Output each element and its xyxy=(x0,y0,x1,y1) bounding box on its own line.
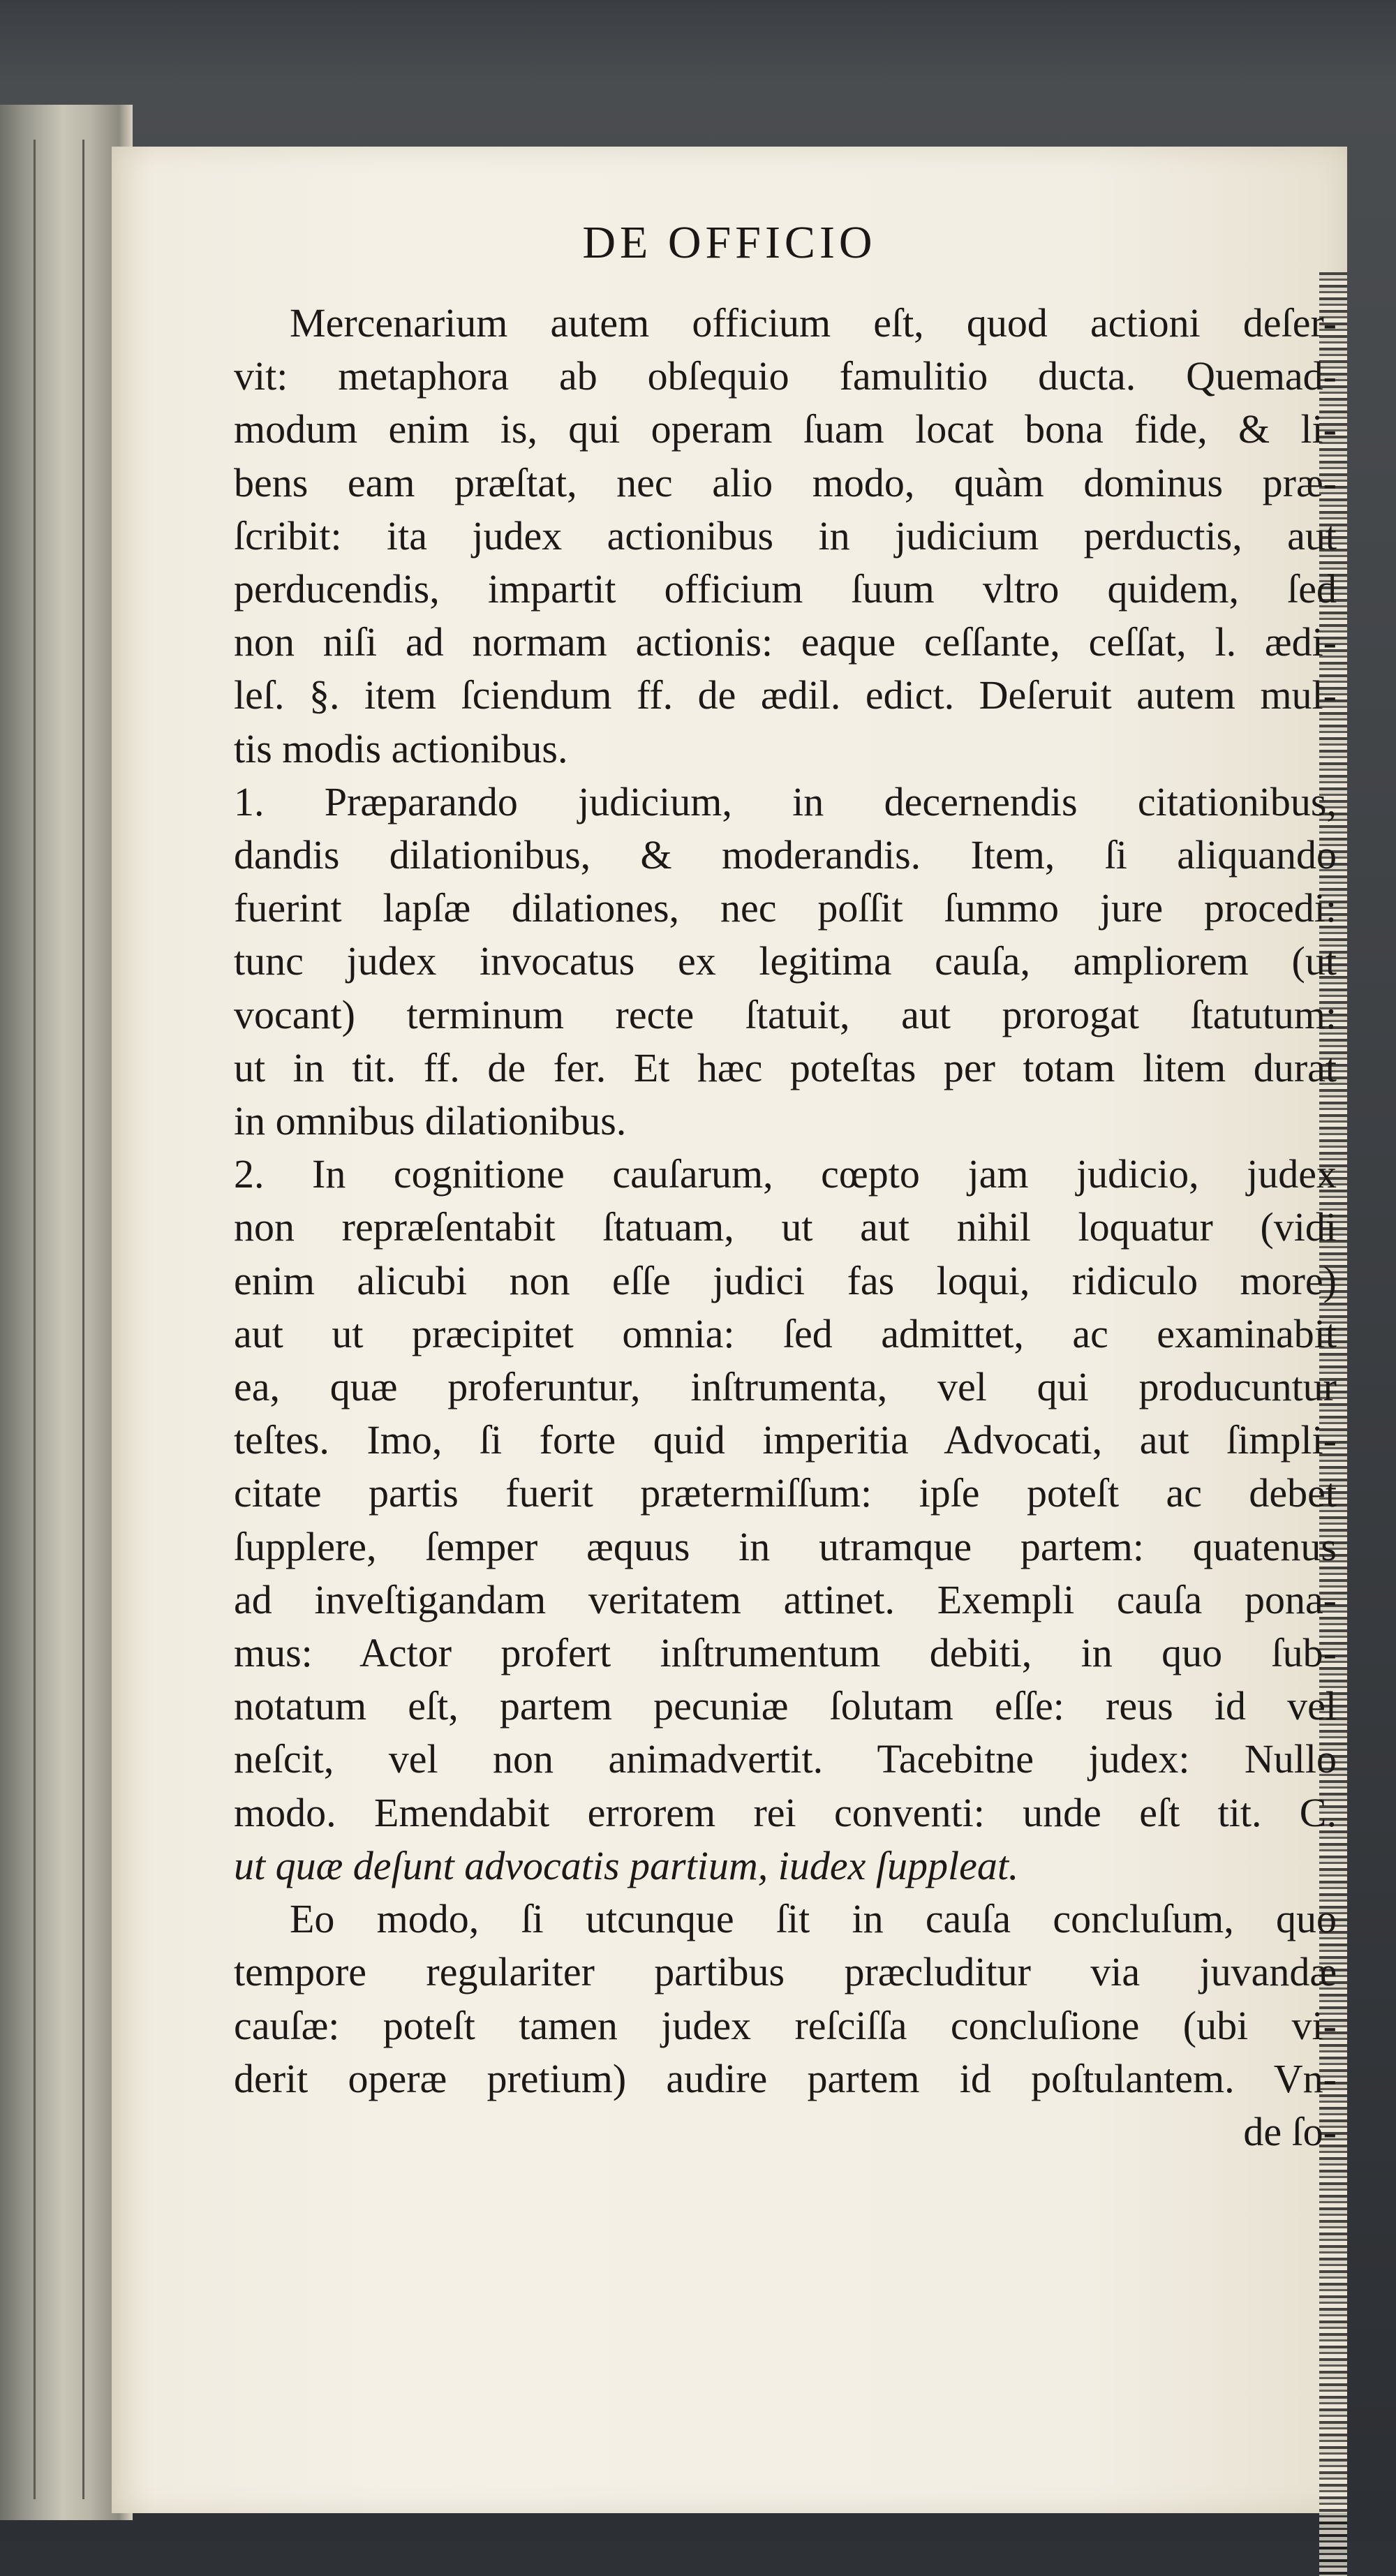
text-line: perducendis, impartit officium ſuum vltro quidem, ſed xyxy=(234,566,1337,612)
text-line: vit: metaphora ab obſequio famulitio ducta. Quemad- xyxy=(234,353,1337,399)
text-line: fuerint lapſæ dilationes, nec poſſit ſummo jure procedi: xyxy=(234,885,1337,931)
text-line: tunc judex invocatus ex legitima cauſa, ampliorem (ut xyxy=(234,938,1337,984)
text-line: 2. In cognitione cauſarum, cœpto jam judicio, judex xyxy=(234,1151,1337,1197)
page-sheet xyxy=(112,147,1347,2513)
text-line: Eo modo, ſi utcunque ſit in cauſa concluſum, quo xyxy=(290,1896,1337,1942)
text-line: mus: Actor profert inſtrumentum debiti, in quo ſub- xyxy=(234,1630,1337,1676)
running-head: DE OFFICIO xyxy=(582,217,877,268)
text-line: neſcit, vel non animadvertit. Tacebitne judex: Nullo xyxy=(234,1736,1337,1782)
text-line: cauſæ: poteſt tamen judex reſciſſa concluſione (ubi vi- xyxy=(234,2002,1337,2048)
text-line: aut ut præcipitet omnia: ſed admittet, ac examinabit xyxy=(234,1310,1337,1356)
text-line: non repræſentabit ſtatuam, ut aut nihil loquatur (vidi xyxy=(234,1204,1337,1250)
text-line: teſtes. Imo, ſi forte quid imperitia Advocati, aut ſimpli- xyxy=(234,1417,1337,1463)
text-line: ut in tit. ff. de fer. Et hæc poteſtas per totam litem durat xyxy=(234,1044,1337,1090)
text-line: notatum eſt, partem pecuniæ ſolutam eſſe: reus id vel xyxy=(234,1683,1337,1729)
text-line: vocant) terminum recte ſtatuit, aut prorogat ſtatutum: xyxy=(234,991,1337,1037)
text-line: derit operæ pretium) audire partem id poſtulantem. Vn- xyxy=(234,2055,1337,2101)
text-line: Mercenarium autem officium eſt, quod actioni deſer- xyxy=(290,300,1337,346)
text-line: ut quæ deſunt advocatis partium, iudex ſuppleat. xyxy=(234,1842,1019,1888)
text-line: in omnibus dilationibus. xyxy=(234,1098,627,1144)
text-line: dandis dilationibus, & moderandis. Item, ſi aliquando xyxy=(234,832,1337,878)
text-line: bens eam præſtat, nec alio modo, quàm dominus præ- xyxy=(234,459,1337,505)
text-line: ſupplere, ſemper æquus in utramque partem: quatenus xyxy=(234,1523,1337,1569)
text-line: non niſi ad normam actionis: eaque ceſſante, ceſſat, l. ædi- xyxy=(234,619,1337,665)
text-line: tempore regulariter partibus præcluditur via juvandæ xyxy=(234,1949,1337,1995)
catchword: de ſo- xyxy=(1243,2108,1337,2154)
text-line: ſcribit: ita judex actionibus in judicium perductis, aut xyxy=(234,512,1337,558)
text-line: modum enim is, qui operam ſuam locat bona fide, & li- xyxy=(234,406,1337,452)
text-line: 1. Præparando judicium, in decernendis citationibus, xyxy=(234,778,1337,824)
text-line: tis modis actionibus. xyxy=(234,725,568,771)
text-line: citate partis fuerit prætermiſſum: ipſe poteſt ac debet xyxy=(234,1470,1337,1516)
gutter-line xyxy=(82,140,84,2499)
text-line: leſ. §. item ſciendum ff. de ædil. edict. Deſeruit autem mul- xyxy=(234,672,1337,718)
text-line: enim alicubi non eſſe judici fas loqui, ridiculo more) xyxy=(234,1257,1337,1303)
gutter-line xyxy=(34,140,36,2499)
text-line: modo. Emendabit errorem rei conventi: unde eſt tit. C. xyxy=(234,1789,1337,1835)
body-text xyxy=(234,297,1337,2159)
text-line: ea, quæ proferuntur, inſtrumenta, vel qui producuntur xyxy=(234,1364,1337,1410)
text-line: ad inveſtigandam veritatem attinet. Exempli cauſa pona- xyxy=(234,1576,1337,1622)
